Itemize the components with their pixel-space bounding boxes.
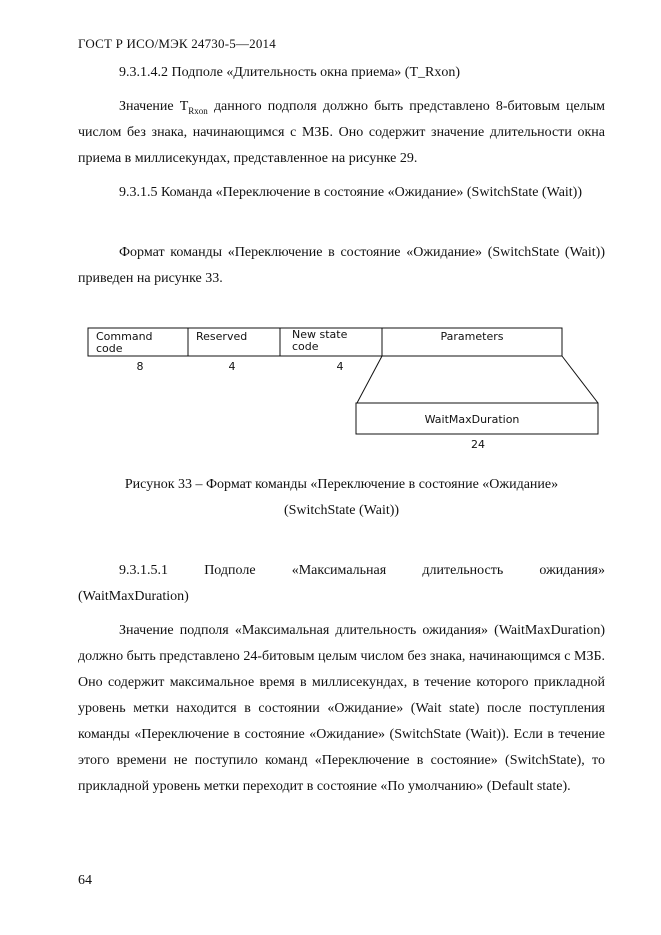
section-heading-9-3-1-5-1	[78, 558, 605, 610]
page-number: 64	[78, 873, 92, 888]
field-new-state-label-1: New state	[292, 328, 348, 341]
figure-caption	[78, 472, 605, 524]
field-wait-max-duration-label: WaitMaxDuration	[424, 413, 520, 426]
field-command-code-bits: 8	[136, 360, 144, 373]
field-parameters-label: Parameters	[440, 330, 504, 343]
command-format-diagram	[80, 320, 610, 455]
trxon-subscript: Rxon	[188, 105, 208, 116]
trxon-prefix: Значение T	[119, 99, 189, 114]
field-new-state-label-2: code	[292, 340, 319, 353]
field-wait-max-duration-bits: 24	[471, 438, 485, 451]
expansion-line-right	[562, 356, 598, 403]
field-reserved-bits: 4	[228, 360, 236, 373]
expansion-line-left	[357, 356, 382, 403]
document-header: ГОСТ Р ИСО/МЭК 24730-5—2014	[78, 36, 276, 51]
section-heading-9-3-1-5-1-line-2: (WaitMaxDuration)	[78, 589, 189, 604]
field-new-state-bits: 4	[336, 360, 344, 373]
paragraph-wait-max-duration: Значение подполя «Максимальная длительность ожидания» (WaitMaxDuration) должно быть представлено 24-битовым целым числом без знака, начинающимся с МЗБ. Оно содержит максимальное время в миллисекундах, в течение которого прикладной уровень метки находится в состоянии «Ожидание» (Wait state) после поступления команды «Переключение в состояние «Ожидание» (SwitchState (Wait)). Если в течение этого времени не поступило команд «Переключение в состояние» (SwitchState), то прикладной уровень метки переходит в состояние «По умолчанию» (Default state).	[78, 623, 605, 794]
section-heading-9-3-1-5-1-line-1: 9.3.1.5.1 Подполе «Максимальная длительность ожидания»	[119, 563, 605, 578]
section-heading-9-3-1-5: 9.3.1.5 Команда «Переключение в состояние «Ожидание» (SwitchState (Wait))	[119, 185, 583, 200]
field-command-code-label-1: Command	[96, 330, 153, 343]
trxon-rest: данного подполя должно быть представлено 8-битовым целым числом без знака, начинающимся с МЗБ. Оно содержит значение длительности окна приема в миллисекундах, представленное на рисунке 29.	[78, 99, 605, 166]
field-command-code-label-2: code	[96, 342, 123, 355]
figure-caption-line-1: Рисунок 33 – Формат команды «Переключение в состояние «Ожидание»	[124, 477, 559, 492]
field-reserved-label: Reserved	[196, 330, 248, 343]
paragraph-format: Формат команды «Переключение в состояние «Ожидание» (SwitchState (Wait)) приведен на рисунке 33.	[78, 245, 605, 286]
figure-caption-line-2: (SwitchState (Wait))	[283, 503, 400, 518]
paragraph-trxon	[78, 94, 605, 172]
section-heading-9-3-1-4-2: 9.3.1.4.2 Подполе «Длительность окна приема» (T_Rxon)	[119, 65, 461, 80]
